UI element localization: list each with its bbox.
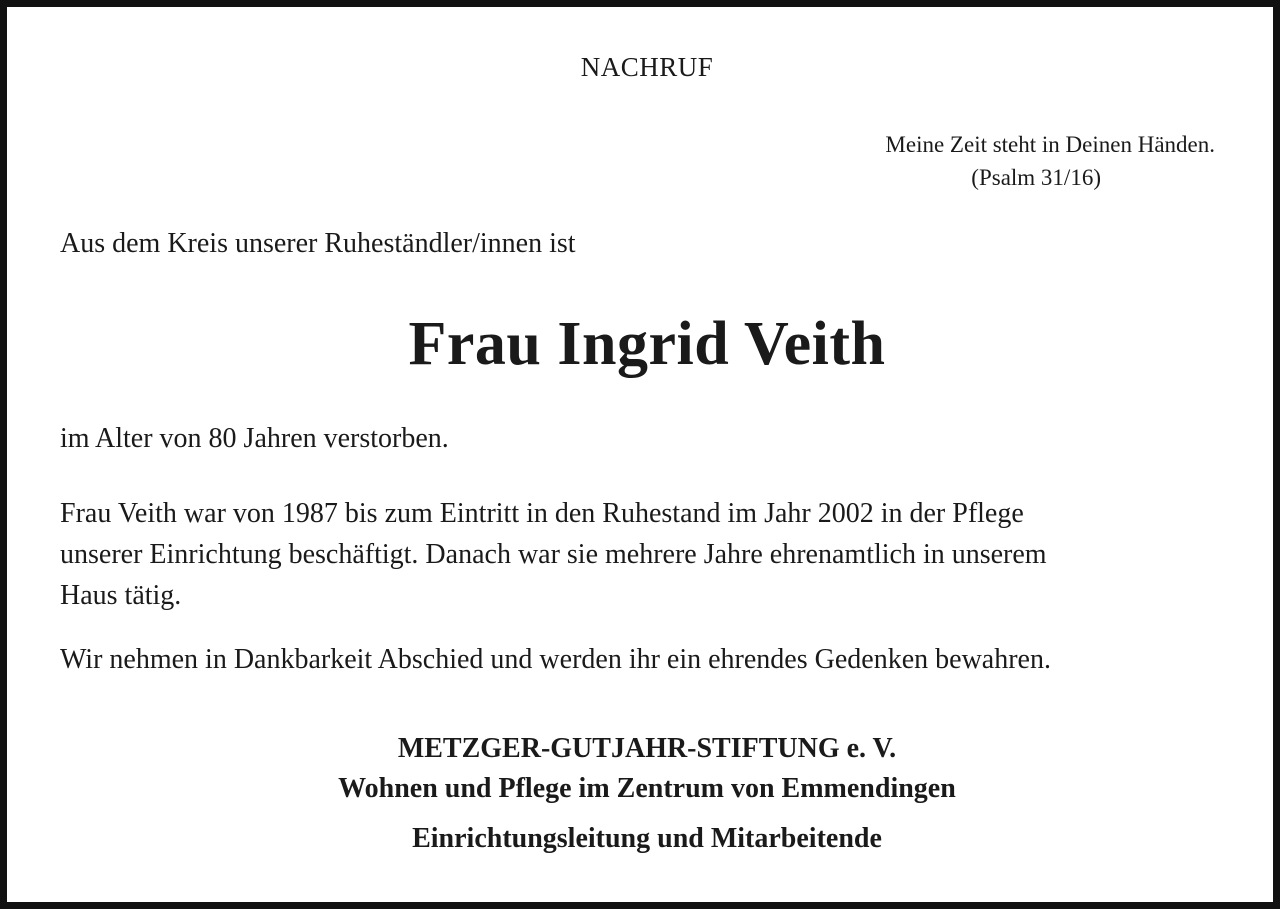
organization-tagline: Wohnen und Pflege im Zentrum von Emmendingen xyxy=(338,773,956,804)
intro-text: Aus dem Kreis unserer Ruheständler/innen ist xyxy=(60,228,576,259)
verse-reference: (Psalm 31/16) xyxy=(971,165,1101,190)
biography-paragraph xyxy=(60,493,1240,616)
biography-line: Frau Veith war von 1987 bis zum Eintritt in den Ruhestand im Jahr 2002 in der Pflege xyxy=(60,498,1024,529)
signoff-text: Einrichtungsleitung und Mitarbeitende xyxy=(412,823,882,854)
deceased-name: Frau Ingrid Veith xyxy=(408,310,886,378)
organization-block xyxy=(7,729,1280,809)
thanks-text: Wir nehmen in Dankbarkeit Abschied und werden ihr ein ehrendes Gedenken bewahren. xyxy=(60,644,1051,675)
biography-line: Haus tätig. xyxy=(60,580,182,611)
organization-name: METZGER-GUTJAHR-STIFTUNG e. V. xyxy=(397,733,897,764)
notice-heading: NACHRUF xyxy=(580,52,714,82)
verse-text: Meine Zeit steht in Deinen Händen. xyxy=(885,132,1215,157)
biography-line: unserer Einrichtung beschäftigt. Danach war sie mehrere Jahre ehrenamtlich in unserem xyxy=(60,539,1047,570)
age-text: im Alter von 80 Jahren verstorben. xyxy=(60,423,449,454)
psalm-verse xyxy=(718,128,1218,194)
